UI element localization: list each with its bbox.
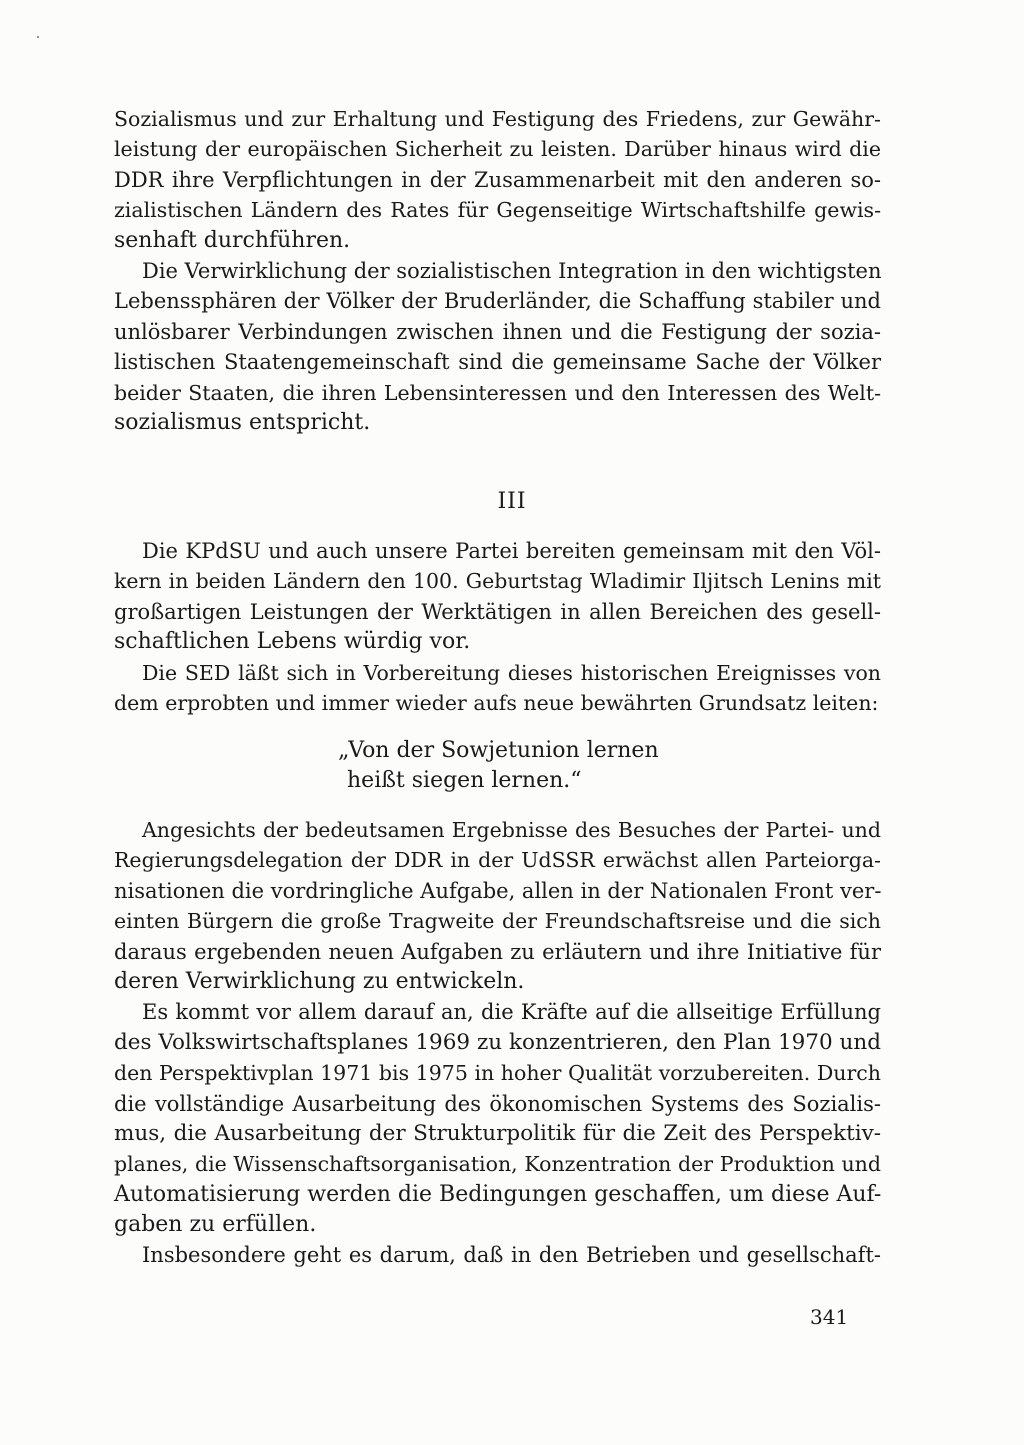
quote-line: „Von der Sowjetunion lernen bbox=[338, 738, 659, 763]
quote-line: heißt siegen lernen.“ bbox=[347, 768, 582, 794]
text-block-2 bbox=[114, 536, 881, 718]
text-line: Insbesondere geht es darum, daß in den Betrieben und gesellschaft- bbox=[142, 1243, 881, 1268]
text-block-3 bbox=[114, 815, 881, 1271]
text-line: den Perspektivplan 1971 bis 1975 in hoher Qualität vorzubereiten. Durch bbox=[114, 1061, 881, 1086]
text-line: beider Staaten, die ihren Lebensinteressen und den Interessen des Welt- bbox=[114, 380, 881, 405]
text-line: zialistischen Ländern des Rates für Gegenseitige Wirtschaftshilfe gewis- bbox=[114, 198, 881, 223]
text-line: kern in beiden Ländern den 100. Geburtstag Wladimir Iljitsch Lenins mit bbox=[114, 569, 881, 594]
text-line: mus, die Ausarbeitung der Strukturpolitik für die Zeit des Perspektiv- bbox=[114, 1120, 881, 1146]
text-line: Es kommt vor allem darauf an, die Kräfte auf die allseitige Erfüllung bbox=[142, 1000, 881, 1025]
text-line: Angesichts der bedeutsamen Ergebnisse des Besuches der Partei- und bbox=[142, 818, 881, 842]
text-line: unlösbarer Verbindungen zwischen ihnen und die Festigung der sozia- bbox=[114, 319, 881, 344]
text-line: leistung der europäischen Sicherheit zu leisten. Darüber hinaus wird die bbox=[114, 137, 881, 162]
text-line: gaben zu erfüllen. bbox=[114, 1212, 317, 1238]
text-line: sozialismus entspricht. bbox=[114, 409, 371, 435]
text-line: nisationen die vordringliche Aufgabe, allen in der Nationalen Front ver- bbox=[114, 878, 882, 903]
text-line: Automatisierung werden die Bedingungen geschaffen, um diese Auf- bbox=[114, 1181, 882, 1207]
text-line: DDR ihre Verpflichtungen in der Zusammenarbeit mit den anderen so- bbox=[114, 167, 881, 192]
text-line: daraus ergebenden neuen Aufgaben zu erläutern und ihre Initiative für bbox=[114, 939, 881, 964]
quotation bbox=[338, 736, 659, 797]
text-line: großartigen Leistungen der Werktätigen in allen Bereichen des gesell- bbox=[114, 599, 881, 624]
section-heading: III bbox=[497, 489, 527, 514]
text-line: deren Verwirklichung zu entwickeln. bbox=[114, 968, 525, 994]
text-line: dem erprobten und immer wieder aufs neue bewährten Grundsatz leiten: bbox=[114, 690, 879, 715]
text-line: senhaft durchführen. bbox=[114, 227, 351, 253]
text-line: schaftlichen Lebens würdig vor. bbox=[114, 629, 471, 655]
text-line: einten Bürgern die große Tragweite der Freundschaftsreise und die sich bbox=[114, 909, 881, 934]
page-number: 341 bbox=[810, 1305, 849, 1329]
text-line: Sozialismus und zur Erhaltung und Festigung des Friedens, zur Gewähr- bbox=[114, 107, 881, 131]
text-block-1 bbox=[114, 104, 881, 438]
text-line: Die Verwirklichung der sozialistischen Integration in den wichtigsten bbox=[142, 258, 882, 283]
text-line: die vollständige Ausarbeitung des ökonomischen Systems des Sozialis- bbox=[114, 1091, 881, 1116]
text-line: planes, die Wissenschaftsorganisation, Konzentration der Produktion und bbox=[114, 1152, 881, 1177]
text-line: des Volkswirtschaftsplanes 1969 zu konzentrieren, den Plan 1970 und bbox=[114, 1029, 881, 1055]
text-line: listischen Staatengemeinschaft sind die gemeinsame Sache der Völker bbox=[114, 350, 881, 375]
text-line: Regierungsdelegation der DDR in der UdSSR erwächst allen Parteiorga- bbox=[114, 848, 881, 873]
print-speck bbox=[37, 36, 39, 38]
text-line: Die KPdSU und auch unsere Partei bereiten gemeinsam mit den Völ- bbox=[142, 539, 881, 563]
text-line: Lebenssphären der Völker der Bruderländer, die Schaffung stabiler und bbox=[114, 289, 881, 314]
text-line: Die SED läßt sich in Vorbereitung dieses historischen Ereignisses von bbox=[142, 660, 881, 685]
